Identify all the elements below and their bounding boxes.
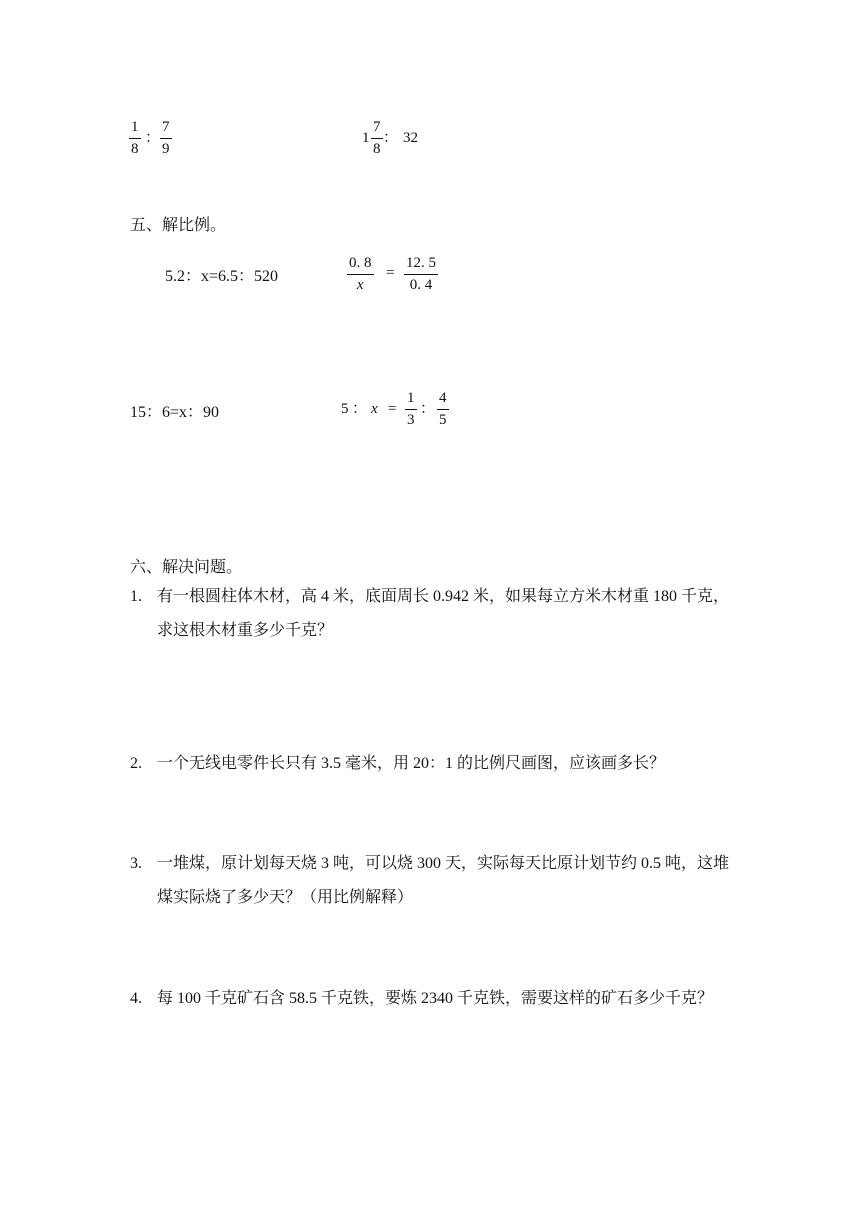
- section-5-heading: 五、解比例。: [130, 217, 227, 234]
- fraction-denominator: 5: [439, 412, 447, 428]
- problem-number: 1.: [130, 588, 142, 605]
- ratio-colon: ：: [420, 401, 436, 417]
- problem-4: [130, 982, 740, 1016]
- equation-2-right-fraction: [404, 256, 438, 293]
- fraction-denominator: 8: [373, 141, 381, 157]
- equation-2-left-fraction: [347, 256, 374, 293]
- ratio-colon: ：: [352, 401, 368, 417]
- fraction-numerator: 1: [129, 120, 141, 139]
- fraction-denominator: x: [356, 277, 364, 293]
- problem-number: 4.: [130, 990, 142, 1007]
- ratio-fraction-right: [160, 120, 172, 157]
- equals-sign: =: [388, 401, 397, 417]
- ratio-value: 32: [403, 130, 418, 146]
- problem-number: 3.: [130, 855, 142, 872]
- ratio-colon: ：: [383, 130, 399, 146]
- problem-text: 有一根圆柱体木材，高 4 米，底面周长 0.942 米，如果每立方米木材重 180 千克，求这根木材重多少千克？: [157, 588, 730, 639]
- ratio-fraction-left: [129, 120, 141, 157]
- problem-text: 每 100 千克矿石含 58.5 千克铁，要炼 2340 千克铁，需要这样的矿石多少千克？: [157, 990, 714, 1007]
- ratio-colon: ：: [145, 130, 161, 146]
- equation-3: 15：6=x：90: [130, 404, 220, 421]
- problem-1: [130, 580, 740, 648]
- mixed-number-fraction: [371, 120, 383, 157]
- fraction-denominator: 0. 4: [409, 277, 433, 293]
- equation-4-variable: x: [371, 401, 378, 417]
- equation-4-fraction-1: [405, 391, 417, 428]
- equation-4-fraction-2: [437, 391, 449, 428]
- fraction-denominator: 3: [407, 412, 415, 428]
- fraction-numerator: 12. 5: [404, 256, 438, 275]
- problem-text: 一堆煤，原计划每天烧 3 吨，可以烧 300 天，实际每天比原计划节约 0.5 吨，这堆煤实际烧了多少天？（用比例解释）: [157, 855, 730, 906]
- equation-1: 5.2：x=6.5：520: [165, 268, 279, 285]
- mixed-number-whole: 1: [362, 130, 370, 146]
- section-6-heading: 六、解决问题。: [130, 559, 243, 576]
- fraction-numerator: 4: [437, 391, 449, 410]
- fraction-numerator: 1: [405, 391, 417, 410]
- equation-4-term: 5: [341, 401, 349, 417]
- problem-3: [130, 847, 740, 915]
- equals-sign: =: [386, 265, 395, 281]
- fraction-numerator: 7: [371, 120, 383, 139]
- problem-text: 一个无线电零件长只有 3.5 毫米，用 20：1 的比例尺画图，应该画多长？: [157, 755, 666, 772]
- fraction-denominator: 8: [131, 141, 139, 157]
- fraction-numerator: 7: [160, 120, 172, 139]
- fraction-numerator: 0. 8: [347, 256, 374, 275]
- fraction-denominator: 9: [162, 141, 170, 157]
- problem-number: 2.: [130, 755, 142, 772]
- problem-2: [130, 747, 740, 781]
